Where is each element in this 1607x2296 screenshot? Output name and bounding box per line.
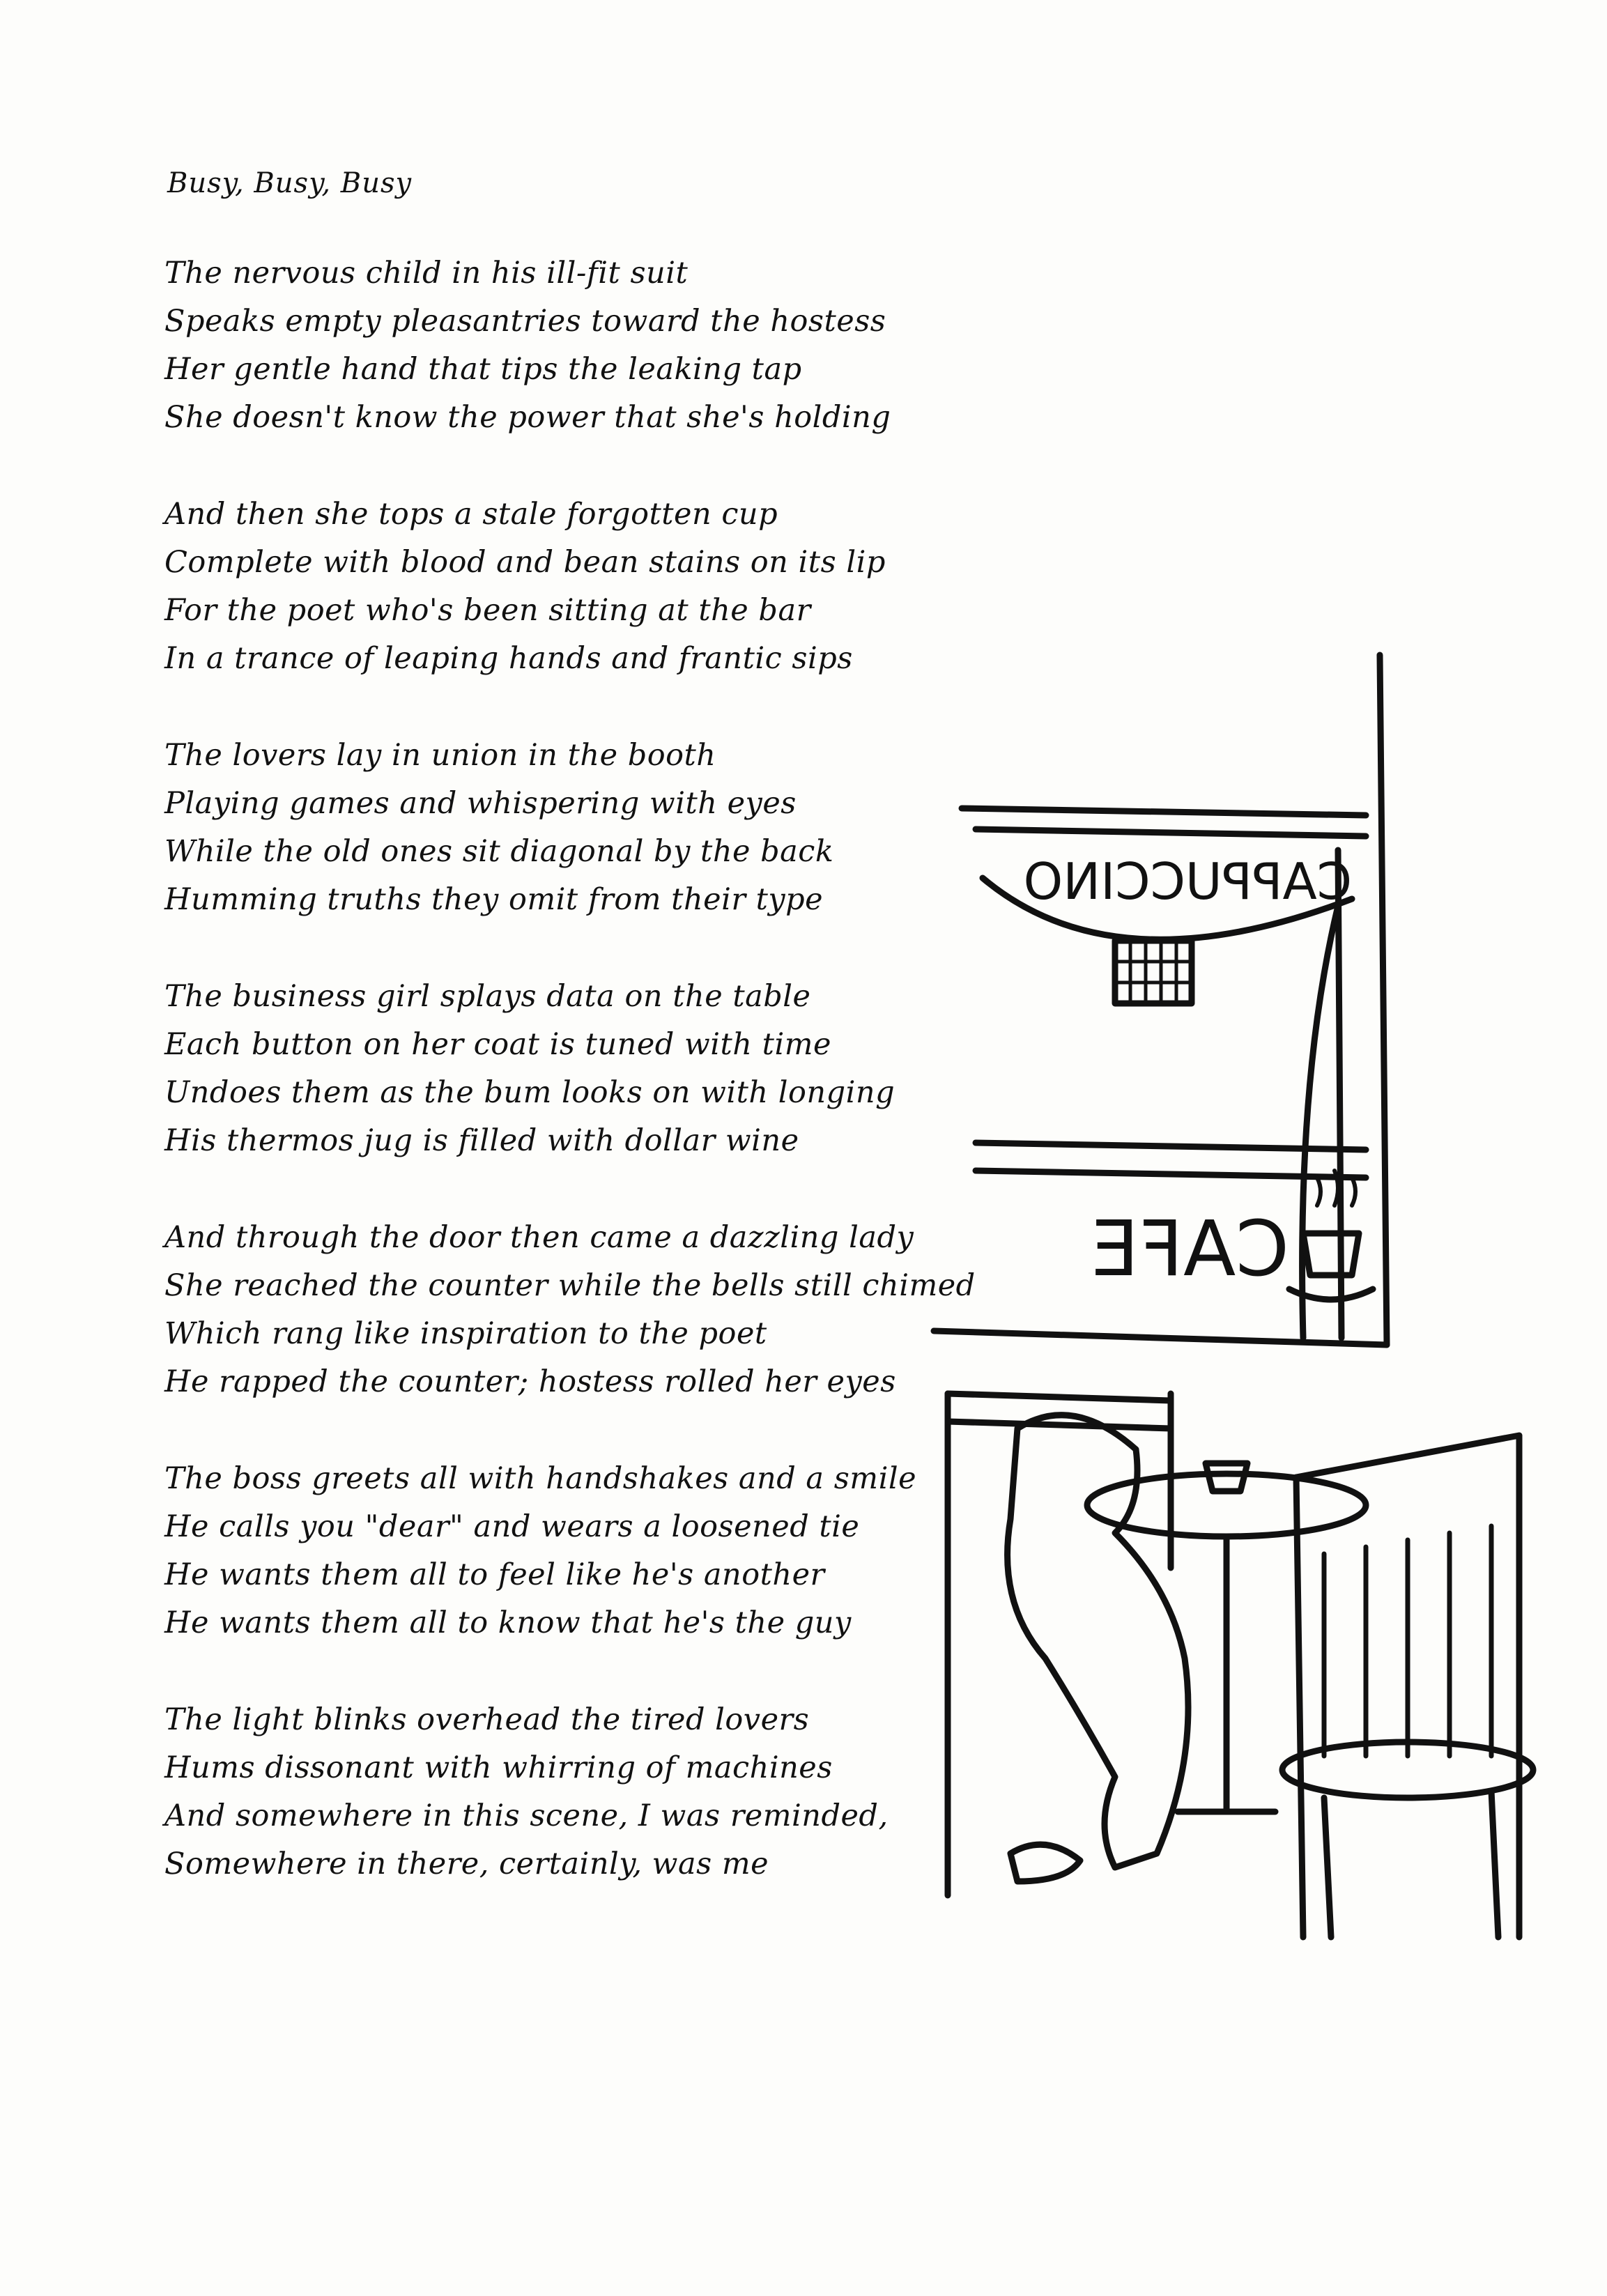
stanza-3 [164,732,931,924]
table-cup [1206,1463,1247,1491]
poem-line: And then she tops a stale forgotten cup [164,497,778,532]
sign-band-top [962,808,1366,815]
window-frame [1380,655,1387,1345]
cafe-cup [1303,1233,1359,1275]
person-figure [1008,1415,1188,1867]
poem-line: Somewhere in there, certainly, was me [164,1847,769,1881]
poem-line: Her gentle hand that tips the leaking tap [164,352,802,387]
poem-line: Each button on her coat is tuned with time [164,1027,831,1062]
poem-line: Playing games and whispering with eyes [164,786,797,821]
poem-title: Busy, Busy, Busy [167,167,413,199]
poem-line: Speaks empty pleasantries toward the hostess [164,304,886,339]
poem-line: Complete with blood and bean stains on its lip [164,545,886,580]
sign-band-lower-2 [976,1171,1366,1178]
poem-line: She reached the counter while the bells still chimed [164,1268,976,1303]
poem-line: For the poet who's been sitting at the bar [164,593,811,628]
poem-line: The business girl splays data on the table [164,979,811,1014]
poem-line: She doesn't know the power that she's holding [164,400,891,435]
poem-line: He wants them all to feel like he's another [164,1557,825,1592]
poem-line: Humming truths they omit from their type [164,882,824,917]
poem [164,167,976,1937]
poem-line: He rapped the counter; hostess rolled her eyes [164,1364,896,1399]
poem-line: In a trance of leaping hands and frantic sips [164,641,853,676]
poem-line: And somewhere in this scene, I was reminded, [164,1798,889,1833]
poem-line: His thermos jug is filled with dollar wine [164,1123,799,1158]
poem-line: The boss greets all with handshakes and a smile [164,1461,917,1496]
cappuccino-sign-text: CAPPUCCINO [1023,852,1352,911]
stanza-5 [164,1214,976,1406]
poem-line: Undoes them as the bum looks on with longing [164,1075,895,1110]
stanza-2 [164,491,931,683]
stanza-7 [164,1696,931,1888]
stanza-4 [164,973,931,1165]
cafe-illustration [906,627,1561,2049]
poem-line: Hums dissonant with whirring of machines [164,1750,833,1785]
stanza-1 [164,249,931,442]
window-sill [934,1331,1387,1345]
poem-line: The nervous child in his ill-fit suit [164,256,689,291]
poem-line: He wants them all to know that he's the guy [164,1605,852,1640]
stanza-6 [164,1455,931,1647]
poem-line: While the old ones sit diagonal by the back [164,834,834,869]
cafe-sign-text: CAFE [1091,1204,1289,1293]
sign-band-top-2 [976,829,1366,836]
grid-emblem [1115,941,1192,1003]
poem-line: The lovers lay in union in the booth [164,738,716,773]
window-frame-inner [1338,850,1341,1338]
cafe-drawing [906,627,1561,2049]
poem-line: And through the door then came a dazzling lady [164,1220,914,1255]
poem-line: Which rang like inspiration to the poet [164,1316,767,1351]
poem-line: He calls you "dear" and wears a loosened tie [164,1509,860,1544]
poem-line: The light blinks overhead the tired lovers [164,1702,810,1737]
